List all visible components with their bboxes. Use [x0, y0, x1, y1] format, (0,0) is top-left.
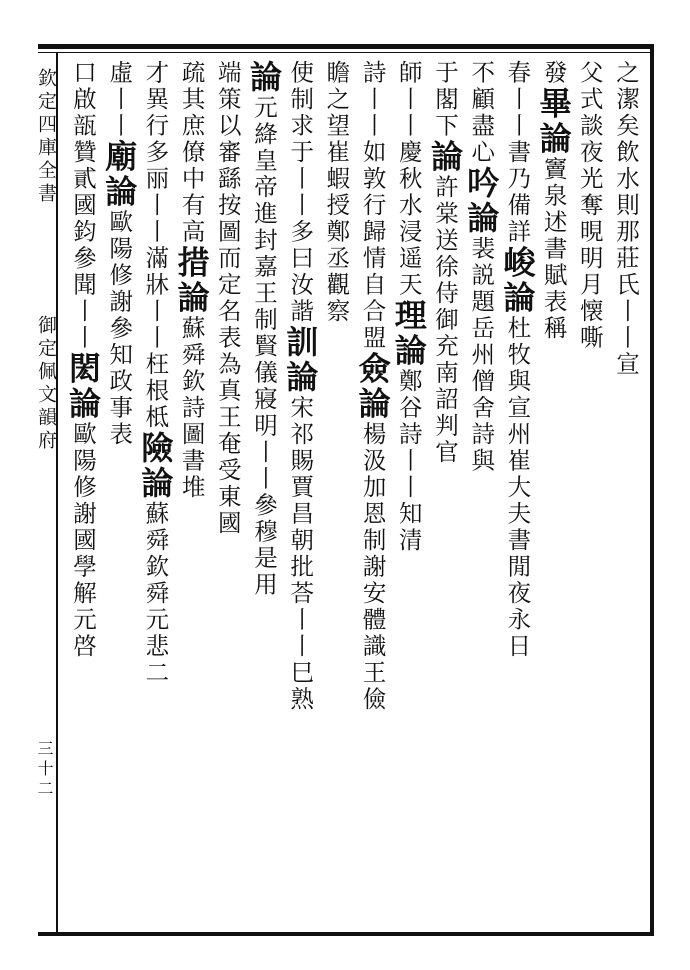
entry-headword: 措論 [172, 245, 211, 316]
entry-headword: 吟論 [462, 166, 501, 236]
column-text: 端策以審繇按圖而定名表為真王奄受東國 [213, 60, 242, 537]
entry-headword: 畢論 [534, 86, 573, 157]
entry-headword: 僉論 [353, 351, 392, 422]
text-column [531, 60, 573, 342]
column-text: 宋祁賜賈昌朝批荅丨丨巳熟 [286, 395, 315, 713]
column-text: 師丨丨慶秋水浸遥天 [394, 60, 423, 299]
text-column [314, 60, 350, 325]
text-column [423, 60, 464, 466]
text-column [568, 60, 604, 352]
entry-headword: 理論 [389, 298, 428, 369]
entry-headword: 訓論 [281, 325, 320, 395]
column-text: 才異行多丽丨丨滿牀丨丨枉根柢 [141, 60, 170, 431]
column-text: 春丨丨書乃備詳 [503, 60, 532, 246]
text-column [495, 60, 537, 660]
column-text: 于閣下 [430, 60, 459, 140]
bottom-border [38, 932, 654, 936]
top-border-thick [38, 44, 654, 49]
text-column [133, 60, 175, 687]
entry-headword: 論 [244, 60, 283, 95]
entry-headword: 峻論 [498, 245, 537, 316]
text-column [169, 60, 211, 501]
entry-headword: 險論 [136, 431, 175, 501]
column-text: 許棠送徐侍御充南詔判官 [430, 174, 459, 466]
entry-headword: 廟論 [100, 139, 139, 210]
margin-page-number: 三十二 [35, 740, 54, 800]
text-column [206, 60, 242, 537]
text-column [61, 60, 102, 660]
column-text: 歐陽修謝參知政事表 [105, 209, 134, 448]
column-text: 鄭谷詩丨丨知清 [394, 368, 423, 554]
column-text: 發 [539, 60, 568, 87]
text-column [242, 60, 283, 599]
entry-headword: 閎論 [63, 351, 102, 422]
column-text: 詩丨丨如敦行歸情自合盟 [358, 60, 387, 352]
column-text: 蘇舜欽詩圖書堆 [177, 315, 206, 501]
text-column [350, 60, 392, 713]
column-text: 不顧盡心 [467, 60, 496, 166]
text-column [387, 60, 428, 554]
column-text: 虛丨丨 [105, 60, 134, 140]
column-text: 之潔矣飲水則那莊氏丨丨宣 [611, 60, 640, 378]
column-text: 疏其庶僚中有高 [177, 60, 206, 246]
entry-headword: 論 [425, 139, 464, 175]
column-text: 使制求于丨丨多曰汝諧 [286, 60, 315, 325]
column-text: 楊汲加恩制謝安體識王儉 [358, 421, 387, 713]
text-column [97, 60, 139, 448]
column-text: 歐陽修謝國學解元啓 [68, 421, 97, 660]
column-text: 贊貳國鈞參聞丨丨 [68, 139, 97, 352]
text-column [459, 60, 501, 475]
column-text: 瞻之望崔蝦授鄭丞觀察 [322, 60, 351, 325]
text-column [278, 60, 320, 713]
margin-book-title: 欽定四庫全書 [35, 68, 57, 206]
text-column [604, 60, 640, 378]
column-text: 元絳皇帝進封嘉王制賢儀寢明丨丨參穆是用 [249, 95, 278, 599]
column-text: 裴説題岳州僧舍詩與 [467, 236, 496, 475]
right-border [650, 44, 654, 936]
column-text: 竇泉述書賦表稱 [539, 156, 568, 342]
column-text: 父式談夜光奪晛明月懐嘶 [575, 60, 604, 352]
column-text: 杜牧與宣州崔大夫書閒夜永日 [503, 315, 532, 660]
top-border-thin [38, 52, 654, 53]
column-text: 蘇舜欽舜元悲二 [141, 501, 170, 687]
column-text: 口啟瓿 [68, 60, 97, 140]
margin-section-title: 御定佩文韻府 [35, 315, 57, 453]
